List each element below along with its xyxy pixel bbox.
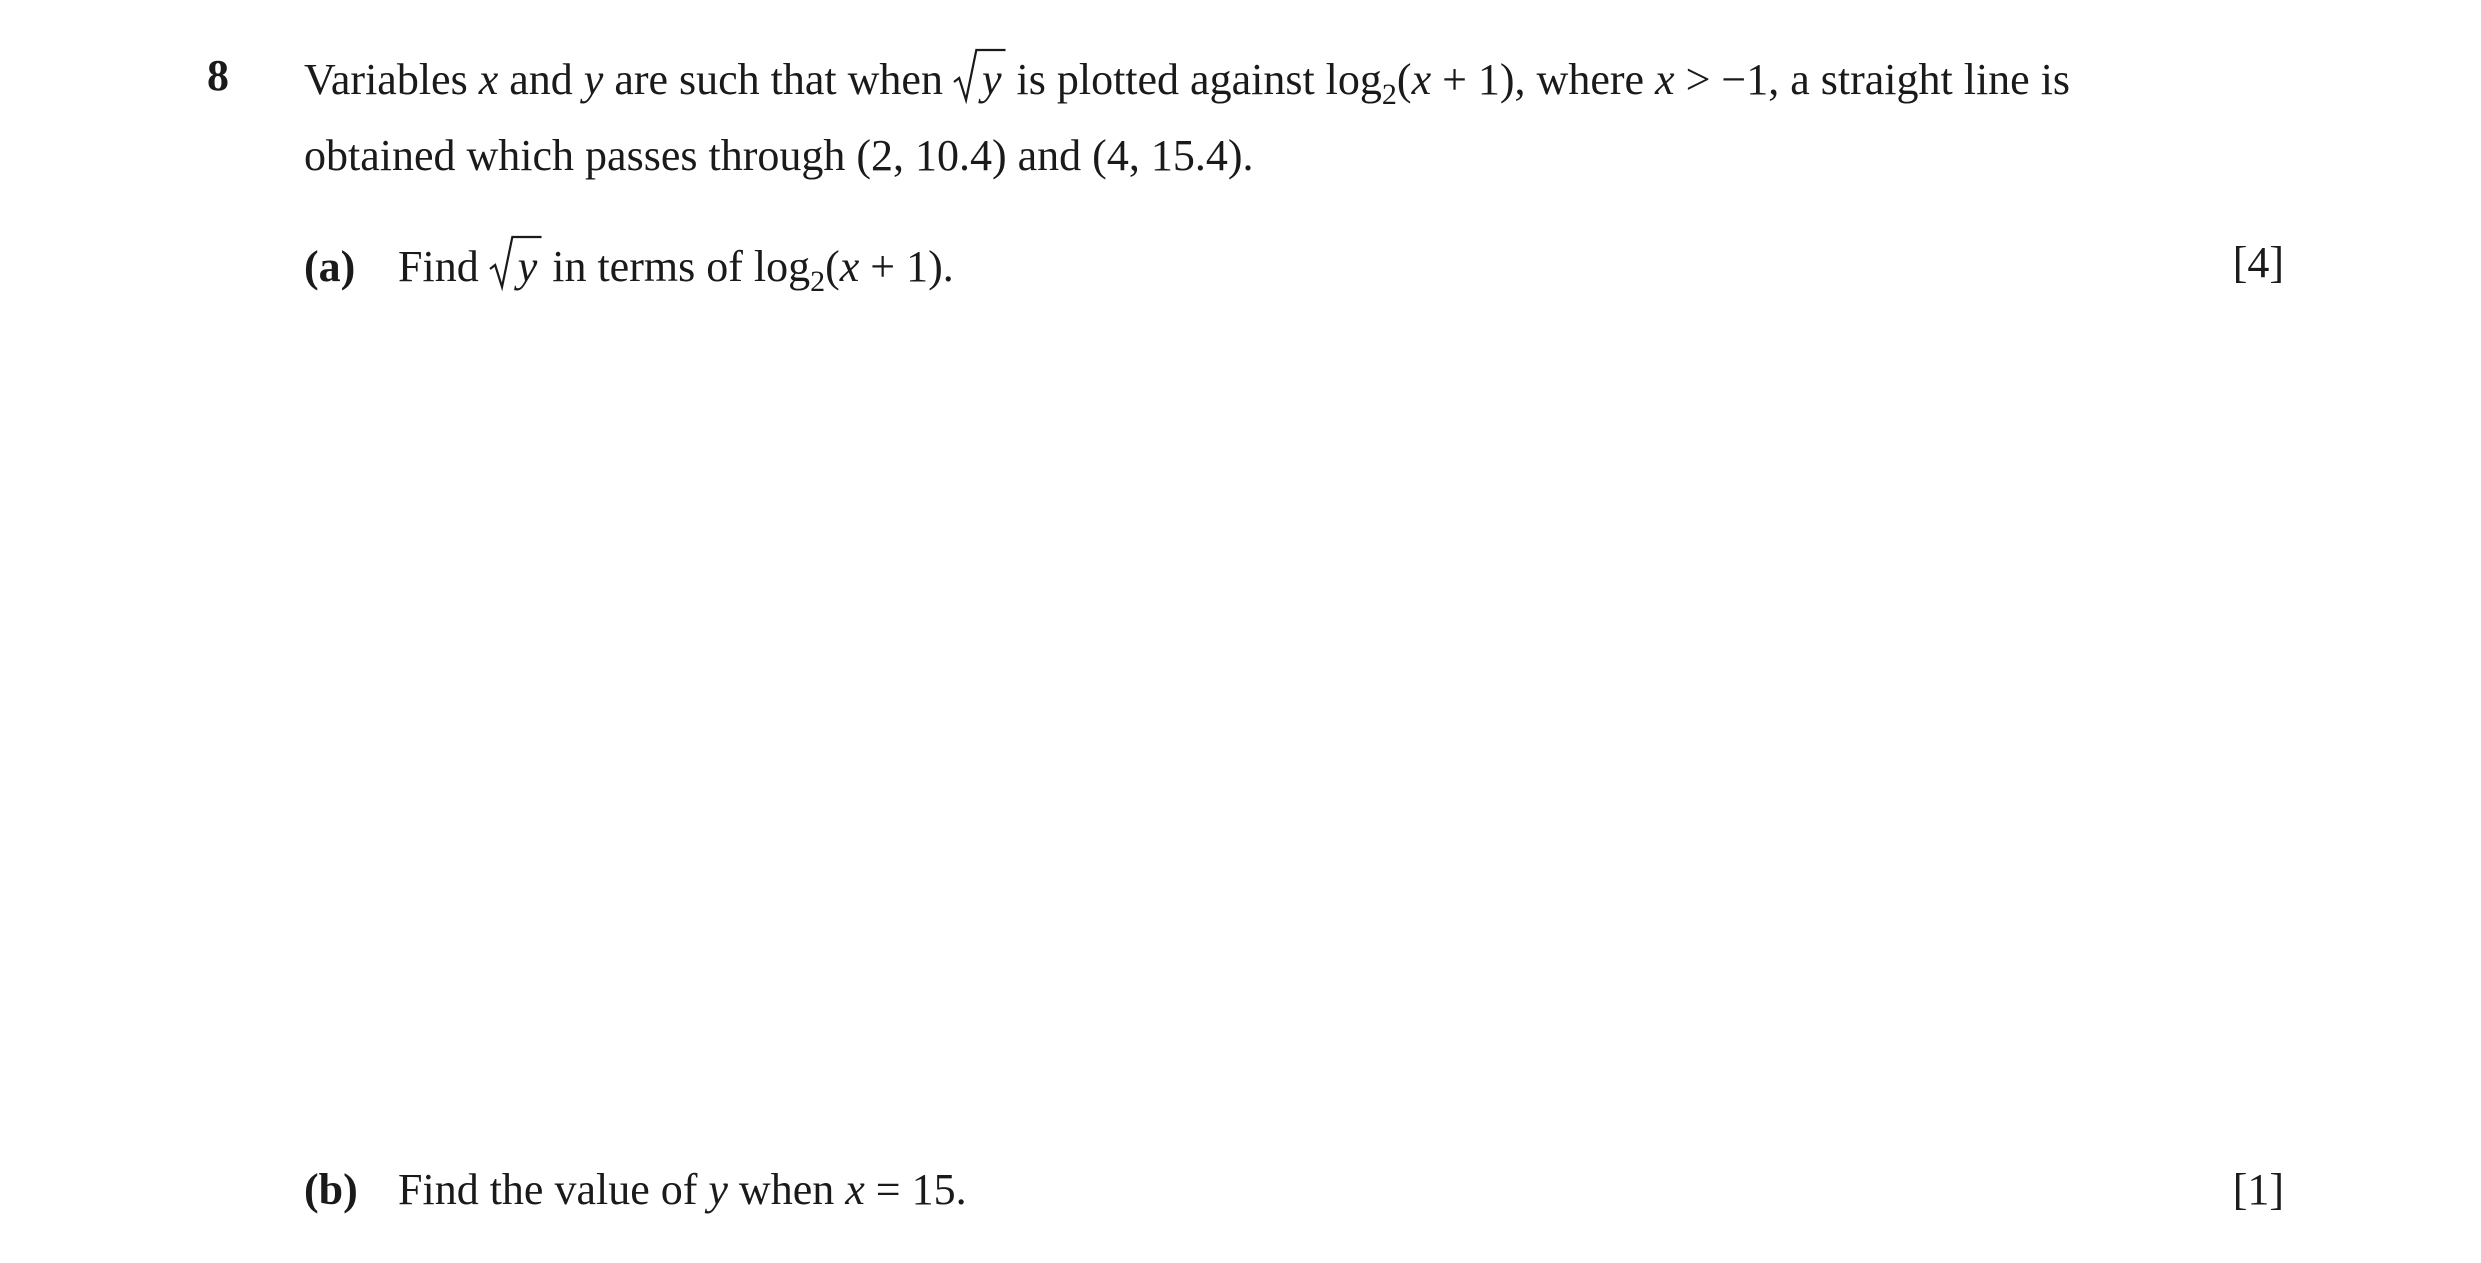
stem-text: (: [1396, 55, 1412, 104]
square-root-y: [954, 48, 1006, 108]
question-number: 8: [207, 51, 229, 100]
stem-text: are such that when: [603, 55, 954, 104]
radical-sign-icon: [490, 233, 542, 293]
marks-allocation: [1]: [2232, 1165, 2284, 1214]
part-b: [304, 1162, 2284, 1218]
square-root-y: [490, 235, 542, 295]
part-text: Find: [398, 242, 490, 291]
stem-line-2: obtained which passes through (2, 10.4) and (4, 15.4).: [304, 131, 1254, 180]
part-a: [304, 235, 2284, 298]
radicand: y: [517, 242, 538, 291]
part-label: (a): [304, 242, 356, 291]
stem-text: is plotted against log: [1005, 55, 1382, 104]
radical-sign-icon: [954, 46, 1006, 106]
part-text: when: [727, 1165, 846, 1214]
variable-x: x: [1411, 55, 1432, 104]
question-stem: [304, 48, 2324, 184]
part-text: + 1).: [859, 242, 954, 291]
part-text: (: [825, 242, 840, 291]
variable-y: y: [583, 55, 604, 104]
stem-text: + 1), where: [1431, 55, 1656, 104]
log-base: 2: [810, 265, 826, 298]
stem-line-1: [304, 48, 2324, 111]
part-text: Find the value of: [398, 1165, 709, 1214]
part-text: in terms of log: [541, 242, 811, 291]
stem-text: > −1, a straight line is: [1674, 55, 2071, 104]
stem-text: and: [498, 55, 584, 104]
radicand: y: [981, 55, 1002, 104]
variable-x: x: [839, 242, 860, 291]
part-label: (b): [304, 1165, 358, 1214]
variable-x: x: [478, 55, 499, 104]
variable-y: y: [708, 1165, 728, 1214]
variable-x: x: [845, 1165, 865, 1214]
log-base: 2: [1381, 78, 1397, 111]
part-text: = 15.: [864, 1165, 967, 1214]
variable-x: x: [1655, 55, 1675, 104]
marks-allocation: [4]: [2232, 238, 2284, 287]
stem-text: Variables: [304, 55, 479, 104]
